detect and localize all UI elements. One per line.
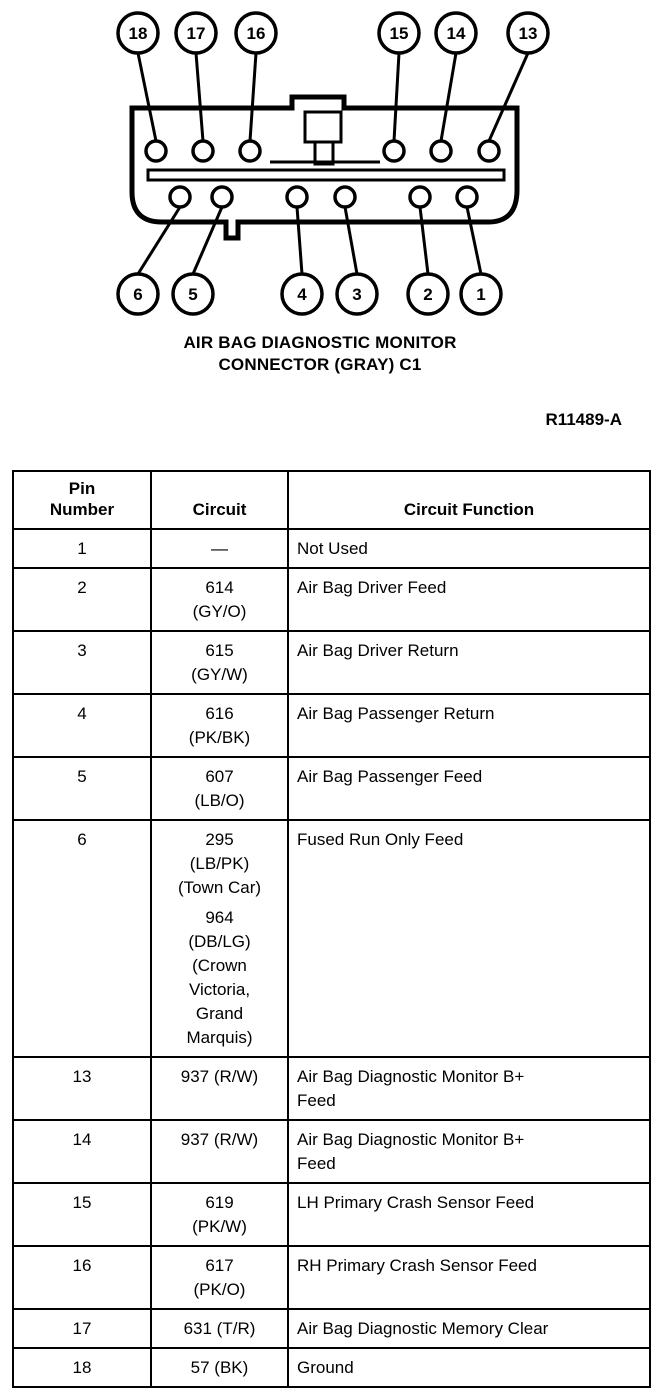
circuit-line: (Crown — [192, 956, 247, 975]
top-pin-group — [118, 13, 548, 161]
top-pin-leader-13 — [489, 53, 528, 141]
circuit-group — [160, 639, 279, 687]
circuit-group — [160, 576, 279, 624]
circuit-group — [160, 906, 279, 1050]
table-row — [13, 1309, 650, 1348]
connector-divider — [148, 170, 504, 180]
circuit-group — [160, 1065, 279, 1089]
circuit-function-cell — [288, 1057, 650, 1120]
table-row — [13, 1057, 650, 1120]
circuit-group — [160, 765, 279, 813]
connector-diagram — [0, 0, 672, 330]
bottom-pin-terminal-2 — [410, 187, 430, 207]
circuit-cell — [151, 757, 288, 820]
function-line: Ground — [297, 1358, 354, 1377]
top-pin-leader-16 — [250, 53, 256, 141]
table-row — [13, 1120, 650, 1183]
function-line: Feed — [297, 1091, 336, 1110]
circuit-group — [160, 1317, 279, 1341]
top-pin-callout-label-14: 14 — [446, 24, 466, 43]
circuit-function-cell — [288, 694, 650, 757]
bottom-pin-terminal-1 — [457, 187, 477, 207]
table-row — [13, 1348, 650, 1387]
header-pin-line-2: Number — [49, 500, 115, 519]
top-pin-leader-18 — [138, 53, 156, 141]
circuit-line: 615 — [205, 641, 234, 660]
circuit-line: (DB/LG) — [188, 932, 251, 951]
circuit-line: (LB/O) — [194, 791, 245, 810]
circuit-cell — [151, 1348, 288, 1387]
connector-latch — [305, 112, 341, 142]
circuit-function-cell — [288, 757, 650, 820]
top-pin-terminal-17 — [193, 141, 213, 161]
circuit-line: (GY/W) — [191, 665, 248, 684]
table-row — [13, 1246, 650, 1309]
circuit-cell — [151, 1246, 288, 1309]
pin-number-cell: 5 — [13, 757, 151, 820]
pin-number-cell: 18 — [13, 1348, 151, 1387]
top-pin-terminal-14 — [431, 141, 451, 161]
circuit-cell — [151, 820, 288, 1057]
bottom-pin-callout-label-3: 3 — [352, 285, 362, 304]
circuit-cell — [151, 1057, 288, 1120]
circuit-line: 295 — [205, 830, 234, 849]
pin-function-table — [12, 470, 651, 1388]
figure-reference-code: R11489-A — [545, 410, 622, 429]
circuit-cell — [151, 1309, 288, 1348]
pin-number-cell: 1 — [13, 529, 151, 568]
circuit-function-cell — [288, 1309, 650, 1348]
bottom-pin-terminal-6 — [170, 187, 190, 207]
pin-number-cell: 6 — [13, 820, 151, 1057]
top-pin-callout-label-16: 16 — [246, 24, 266, 43]
bottom-pin-leader-5 — [193, 207, 222, 274]
diagram-caption-line-1: AIR BAG DIAGNOSTIC MONITOR — [183, 333, 457, 352]
circuit-line: 607 — [205, 767, 234, 786]
function-line: Fused Run Only Feed — [297, 830, 464, 849]
header-circuit-function: Circuit Function — [288, 471, 650, 529]
circuit-group — [160, 1254, 279, 1302]
top-pin-callout-label-18: 18 — [128, 24, 148, 43]
header-pin-number — [13, 471, 151, 529]
top-pin-terminal-15 — [384, 141, 404, 161]
top-pin-terminal-16 — [240, 141, 260, 161]
pin-number-cell: 4 — [13, 694, 151, 757]
circuit-function-cell — [288, 1246, 650, 1309]
table-row — [13, 757, 650, 820]
circuit-function-cell — [288, 529, 650, 568]
circuit-line: 614 — [205, 578, 234, 597]
function-line: Air Bag Driver Return — [297, 641, 459, 660]
function-line: Not Used — [297, 539, 368, 558]
table-header-row — [13, 471, 650, 529]
function-line: LH Primary Crash Sensor Feed — [297, 1193, 535, 1212]
circuit-group — [160, 537, 279, 561]
circuit-line: Victoria, — [188, 980, 251, 999]
bottom-pin-callout-label-6: 6 — [133, 285, 143, 304]
circuit-function-cell — [288, 1183, 650, 1246]
function-line: Air Bag Passenger Return — [297, 704, 495, 723]
bottom-pin-callout-label-4: 4 — [297, 285, 307, 304]
pin-number-cell: 14 — [13, 1120, 151, 1183]
table-row — [13, 694, 650, 757]
pin-number-cell: 16 — [13, 1246, 151, 1309]
circuit-line: 617 — [205, 1256, 234, 1275]
table-row — [13, 568, 650, 631]
function-line: Air Bag Diagnostic Memory Clear — [297, 1319, 549, 1338]
top-pin-leader-17 — [196, 53, 203, 141]
bottom-pin-callout-label-5: 5 — [188, 285, 198, 304]
bottom-pin-leader-1 — [467, 207, 481, 274]
bottom-pin-terminal-3 — [335, 187, 355, 207]
circuit-group — [160, 1128, 279, 1152]
top-pin-callout-label-17: 17 — [186, 24, 206, 43]
circuit-line: (PK/BK) — [188, 728, 251, 747]
circuit-cell — [151, 1120, 288, 1183]
top-pin-leader-14 — [441, 53, 456, 141]
bottom-pin-callout-label-2: 2 — [423, 285, 433, 304]
bottom-pin-group — [118, 187, 501, 314]
circuit-cell — [151, 529, 288, 568]
connector-body — [132, 97, 517, 238]
circuit-line: 619 — [205, 1193, 234, 1212]
function-line: Air Bag Diagnostic Monitor B+ — [297, 1130, 525, 1149]
circuit-line: (PK/O) — [193, 1280, 246, 1299]
header-pin-line-1: Pin — [68, 479, 96, 498]
function-line: Feed — [297, 1154, 336, 1173]
circuit-function-cell — [288, 1348, 650, 1387]
bottom-pin-leader-4 — [297, 207, 302, 274]
circuit-line: Grand — [195, 1004, 244, 1023]
table-row — [13, 820, 650, 1057]
circuit-cell — [151, 1183, 288, 1246]
circuit-function-cell — [288, 1120, 650, 1183]
pin-number-cell: 17 — [13, 1309, 151, 1348]
pin-number-cell: 2 — [13, 568, 151, 631]
circuit-line: 937 (R/W) — [180, 1067, 259, 1086]
circuit-line: 616 — [205, 704, 234, 723]
circuit-group — [160, 702, 279, 750]
function-line: RH Primary Crash Sensor Feed — [297, 1256, 537, 1275]
circuit-line: — — [211, 539, 228, 558]
function-line: Air Bag Diagnostic Monitor B+ — [297, 1067, 525, 1086]
function-line: Air Bag Passenger Feed — [297, 767, 483, 786]
circuit-line: 631 (T/R) — [183, 1319, 256, 1338]
table-row — [13, 529, 650, 568]
bottom-pin-leader-3 — [345, 207, 357, 274]
bottom-pin-callout-label-1: 1 — [476, 285, 486, 304]
top-pin-terminal-13 — [479, 141, 499, 161]
pin-number-cell: 15 — [13, 1183, 151, 1246]
circuit-cell — [151, 694, 288, 757]
top-pin-callout-label-15: 15 — [389, 24, 409, 43]
circuit-line: (LB/PK) — [189, 854, 250, 873]
pin-number-cell: 3 — [13, 631, 151, 694]
bottom-pin-terminal-5 — [212, 187, 232, 207]
circuit-cell — [151, 631, 288, 694]
circuit-line: (Town Car) — [177, 878, 262, 897]
circuit-line: 57 (BK) — [190, 1358, 249, 1377]
circuit-function-cell — [288, 631, 650, 694]
top-pin-leader-15 — [394, 53, 399, 141]
circuit-line: (GY/O) — [192, 602, 247, 621]
table-row — [13, 1183, 650, 1246]
bottom-pin-leader-2 — [420, 207, 428, 274]
circuit-line: 964 — [205, 908, 234, 927]
function-line: Air Bag Driver Feed — [297, 578, 447, 597]
circuit-line: Marquis) — [186, 1028, 253, 1047]
circuit-function-cell — [288, 820, 650, 1057]
header-circuit: Circuit — [151, 471, 288, 529]
top-pin-terminal-18 — [146, 141, 166, 161]
bottom-pin-terminal-4 — [287, 187, 307, 207]
circuit-line: 937 (R/W) — [180, 1130, 259, 1149]
diagram-caption-line-2: CONNECTOR (GRAY) C1 — [218, 355, 422, 374]
circuit-line: (PK/W) — [192, 1217, 247, 1236]
circuit-cell — [151, 568, 288, 631]
circuit-function-cell — [288, 568, 650, 631]
circuit-group — [160, 1191, 279, 1239]
circuit-group — [160, 828, 279, 900]
table-row — [13, 631, 650, 694]
pin-number-cell: 13 — [13, 1057, 151, 1120]
top-pin-callout-label-13: 13 — [518, 24, 538, 43]
